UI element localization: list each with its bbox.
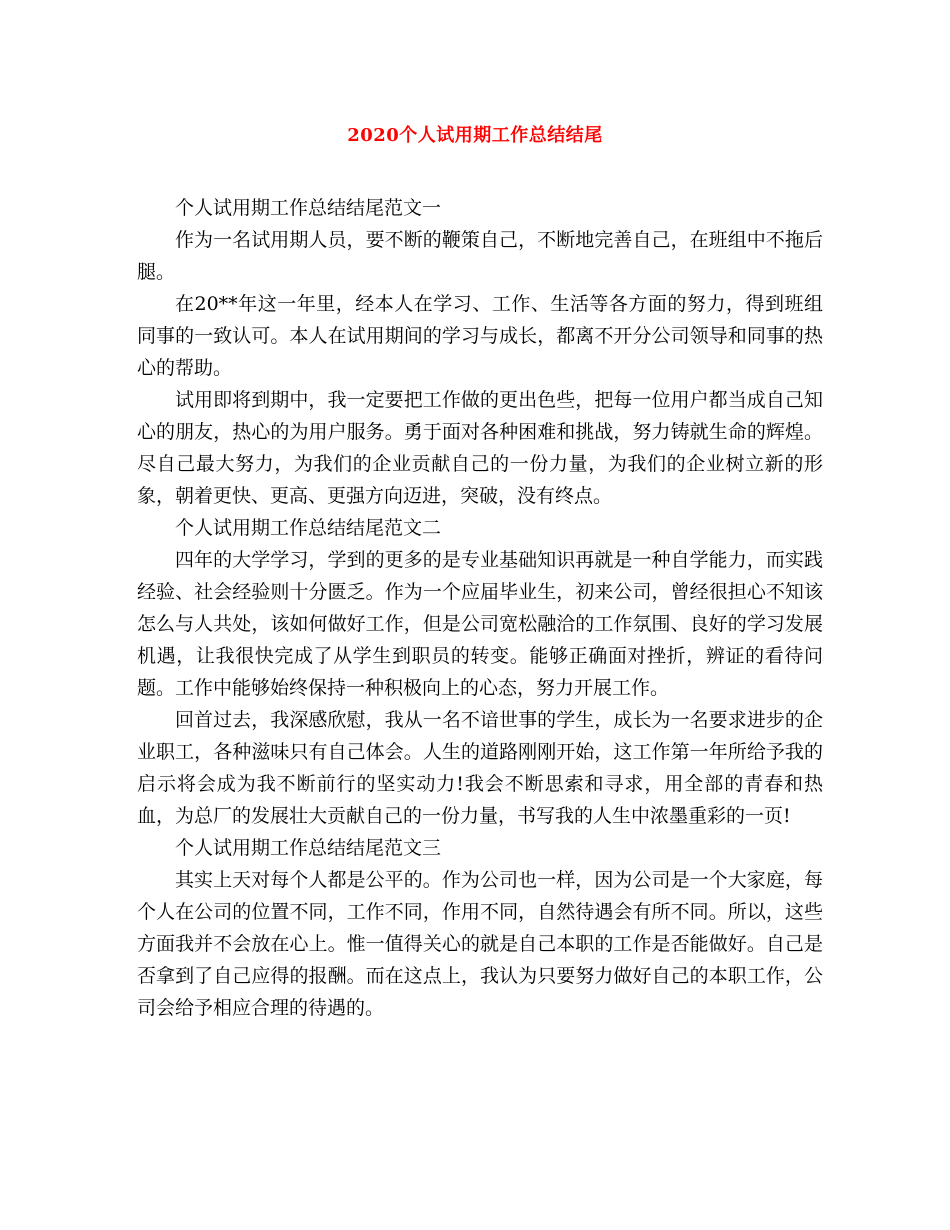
section-heading: 个人试用期工作总结结尾范文二 <box>175 517 442 539</box>
section-heading: 个人试用期工作总结结尾范文三 <box>175 837 442 859</box>
body-paragraph: 在20**年这一年里，经本人在学习、工作、生活等各方面的努力，得到班组同事的一致认可。本人在试用期间的学习与成长，都离不开分公司领导和同事的热心的帮助。 <box>137 293 823 379</box>
body-paragraph: 四年的大学学习，学到的更多的是专业基础知识再就是一种自学能力，而实践经验、社会经验则十分匮乏。作为一个应届毕业生，初来公司，曾经很担心不知该怎么与人共处，该如何做好工作，但是公司宽松融洽的工作氛围、良好的学习发展机遇，让我很快完成了从学生到职员的转变。能够正确面对挫折，辨证的看待问题。工作中能够始终保持一种积极向上的心态，努力开展工作。 <box>137 549 823 699</box>
section-heading: 个人试用期工作总结结尾范文一 <box>175 197 442 219</box>
document-body <box>137 192 823 1024</box>
body-paragraph: 其实上天对每个人都是公平的。作为公司也一样，因为公司是一个大家庭，每个人在公司的位置不同，工作不同，作用不同，自然待遇会有所不同。所以，这些方面我并不会放在心上。惟一值得关心的就是自己本职的工作是否能做好。自己是否拿到了自己应得的报酬。而在这点上，我认为只要努力做好自己的本职工作，公司会给予相应合理的待遇的。 <box>137 869 823 1019</box>
document-title: 2020个人试用期工作总结结尾 <box>347 125 603 146</box>
body-paragraph: 回首过去，我深感欣慰，我从一名不谙世事的学生，成长为一名要求进步的企业职工，各种滋味只有自己体会。人生的道路刚刚开始，这工作第一年所给予我的启示将会成为我不断前行的坚实动力!我会不断思索和寻求，用全部的青春和热血，为总厂的发展壮大贡献自己的一份力量，书写我的人生中浓墨重彩的一页! <box>137 709 823 827</box>
body-paragraph: 试用即将到期中，我一定要把工作做的更出色些，把每一位用户都当成自己知心的朋友，热心的为用户服务。勇于面对各种困难和挑战，努力铸就生命的辉煌。尽自己最大努力，为我们的企业贡献自己的一份力量，为我们的企业树立新的形象，朝着更快、更高、更强方向迈进，突破，没有终点。 <box>137 389 823 507</box>
body-paragraph: 作为一名试用期人员，要不断的鞭策自己，不断地完善自己，在班组中不拖后腿。 <box>137 229 823 283</box>
